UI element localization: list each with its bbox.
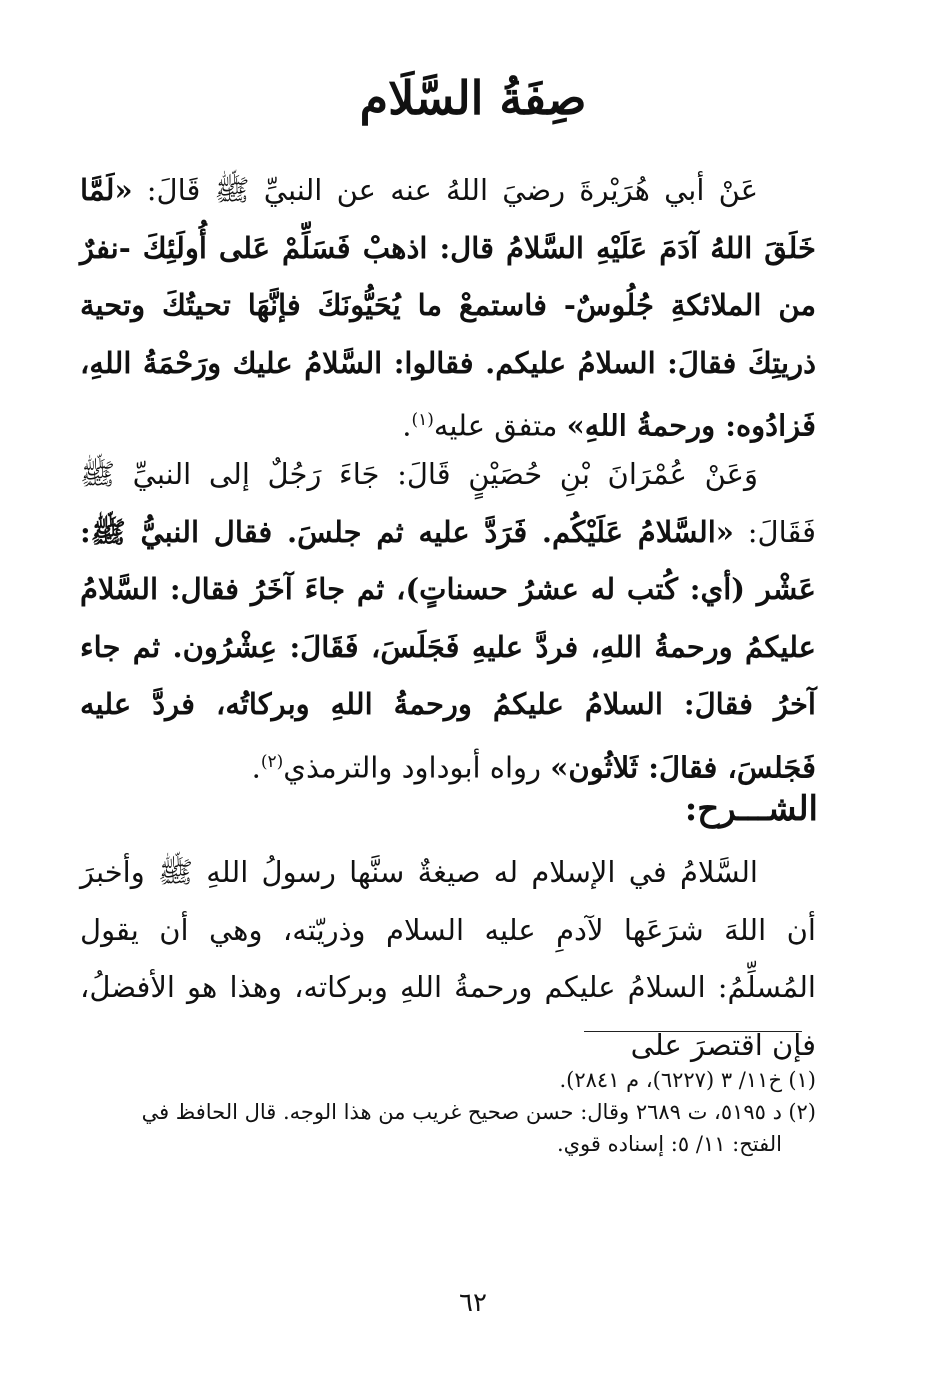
hadith-2-source: رواه أبوداود والترمذي xyxy=(283,750,551,785)
footnote-2-continuation: الفتح: ١١/ ٥: إسناده قوي. xyxy=(556,1132,782,1156)
commentary-text: السَّلامُ في الإسلام له صيغةٌ سنَّها رسولُ اللهِ ﷺ وأخبرَ أن اللهَ شرَعَها لآدمِ عليه السلام وذريّته، وهي أن يقول المُسلِّمُ: السلامُ عليكم ورحمةُ اللهِ وبركاته، وهذا هو الأفضلُ، فإن اقتصرَ على xyxy=(80,855,816,1062)
hadith-2-intro: وَعَنْ عُمْرَانَ بْنِ حُصَيْنٍ قَالَ: جَاءَ رَجُلٌ إلى النبيِّ ﷺ فَقَالَ: xyxy=(80,457,816,549)
footnote-2 xyxy=(80,1096,816,1128)
hadith-paragraph-2 xyxy=(80,446,816,797)
footnote-1-text: خ١١/ ٣ (٦٢٢٧)، م ٢٨٤١). xyxy=(559,1068,782,1092)
footnote-1 xyxy=(80,1064,816,1096)
hadith-2-end: . xyxy=(251,750,261,785)
commentary-paragraph xyxy=(80,844,816,1074)
hadith-1-intro: عَنْ أبي هُرَيْرةَ رضيَ اللهُ عنه عن النبيِّ ﷺ قَالَ: xyxy=(132,173,758,207)
section-heading: الشـــرح: xyxy=(684,789,818,829)
footnote-ref-2: (٢) xyxy=(260,751,284,772)
footnote-ref-1: (١) xyxy=(411,410,434,430)
hadith-1-source: متفق عليه xyxy=(433,408,567,443)
footnote-2-text: د ٥١٩٥، ت ٢٦٨٩ وقال: حسن صحيح غريب من هذا الوجه. قال الحافظ في xyxy=(141,1100,782,1124)
hadith-1-quote: «لَمَّا خَلَقَ اللهُ آدَمَ عَلَيْهِ السَّلامُ قال: اذهبْ فَسَلِّمْ عَلى أُولَئِكَ -نفرٌ من الملائكةِ جُلُوسٌ- فاستمعْ ما يُحَيُّونَكَ فإنَّهَا تحيتُكَ وتحية ذريتِكَ فقالَ: السلامُ عليكم. فقالوا: السَّلامُ عليك ورَحْمَةُ اللهِ، فَزادُوه: ورحمةُ اللهِ» xyxy=(80,173,816,443)
page-number: ٦٢ xyxy=(459,1288,487,1318)
hadith-2-quote: «السَّلامُ عَلَيْكُم. فَرَدَّ عليه ثم جلسَ. فقال النبيُّ ﷺ: عَشْر (أي: كُتب له عشرُ حسناتٍ)، ثم جاءَ آخَرُ فقال: السَّلامُ عليكمُ ورحمةُ اللهِ، فردَّ عليهِ فَجَلَسَ، فَقَالَ: عِشْرُون. ثم جاء آخرُ فقالَ: السلامُ عليكمُ ورحمةُ اللهِ وبركاتُه، فردَّ عليه فَجَلسَ، فقالَ: ثَلاثُون» xyxy=(80,514,816,785)
page-title: صِفَةُ السَّلَام xyxy=(359,71,587,125)
footnote-divider xyxy=(584,1031,802,1032)
footnote-2-number: (٢) xyxy=(788,1100,816,1124)
footnotes xyxy=(80,1064,816,1160)
footnote-1-number: (١) xyxy=(788,1068,816,1092)
hadith-1-end: . xyxy=(402,408,412,443)
hadith-paragraph-1 xyxy=(80,162,816,455)
